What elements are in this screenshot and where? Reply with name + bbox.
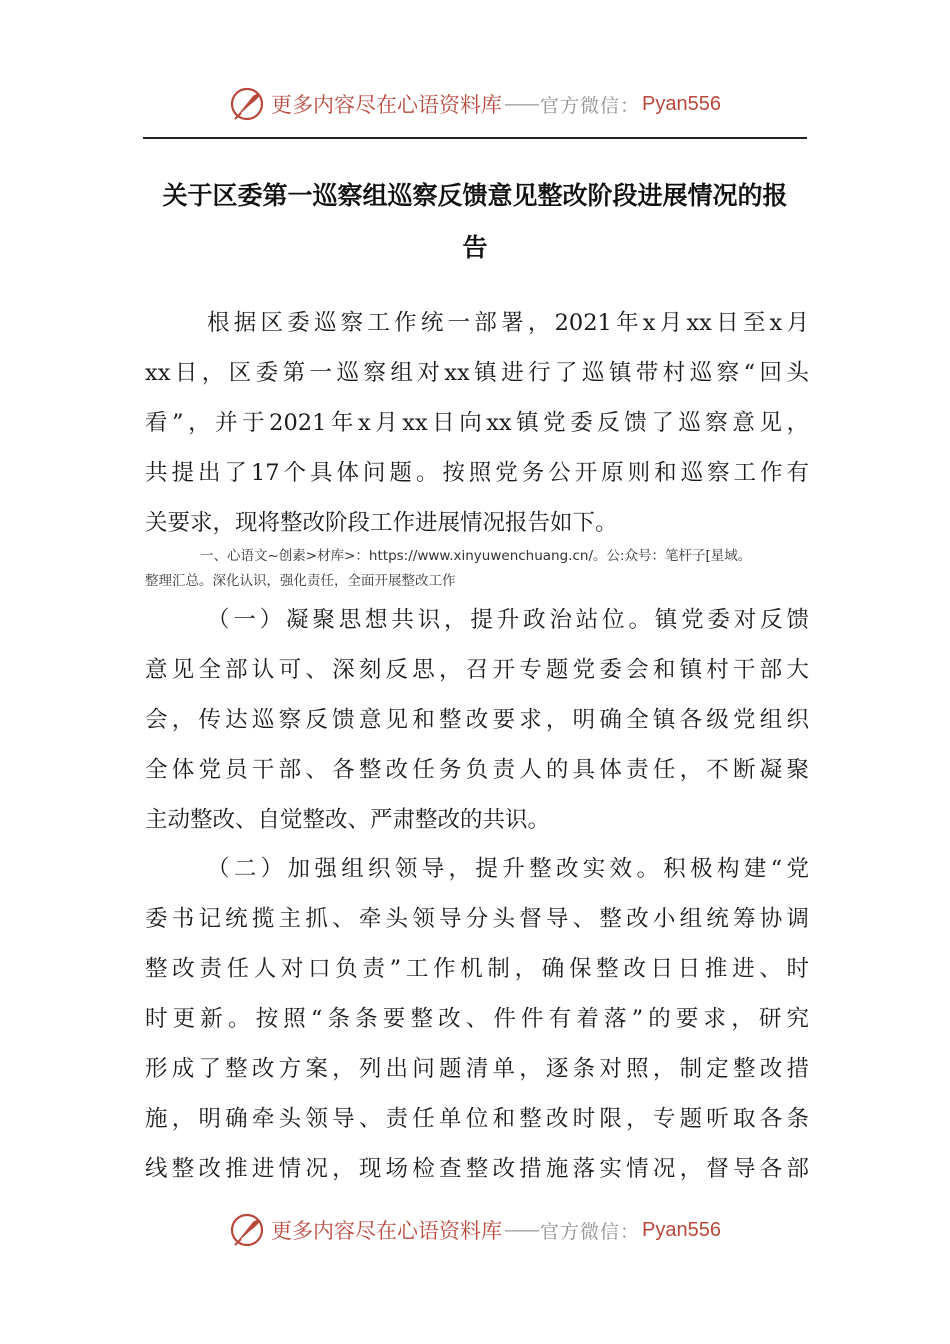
banner-wechat-id: Pyan556 <box>642 92 721 115</box>
paragraph-line: 会，传达巡察反馈意见和整改要求，明确全镇各级党组织 <box>145 707 809 733</box>
section-heading-note: 整理汇总。深化认识，强化责任，全面开展整改工作 <box>145 573 456 589</box>
paragraph-line: 全体党员干部、各整改任务负责人的具体责任，不断凝聚 <box>145 757 809 783</box>
paragraph-line: xx日，区委第一巡察组对xx镇进行了巡镇带村巡察“回头 <box>145 360 809 386</box>
header-divider <box>143 137 807 139</box>
paragraph-line: 委书记统揽主抓、牵头领导分头督导、整改小组统筹协调 <box>145 906 809 932</box>
paragraph-line: 意见全部认可、深刻反思，召开专题党委会和镇村干部大 <box>145 657 809 683</box>
footer-banner <box>0 1208 950 1252</box>
document-title-line1: 关于区委第一巡察组巡察反馈意见整改阶段进展情况的报 <box>162 181 788 210</box>
paragraph-line: 整改责任人对口负责”工作机制，确保整改日日推进、时 <box>145 956 809 982</box>
header-banner <box>0 82 950 126</box>
banner-wechat-label: 官方微信： <box>540 94 641 117</box>
paragraph-line: 线整改推进情况，现场检查整改措施落实情况，督导各部 <box>145 1156 809 1182</box>
paragraph-line: 形成了整改方案，列出问题清单，逐条对照，制定整改措 <box>145 1056 809 1082</box>
section1-paragraph <box>145 595 809 845</box>
paragraph-line: 主动整改、自觉整改、严肃整改的共识。 <box>145 807 551 833</box>
paragraph-line: 看”，并于2021年x月xx日向xx镇党委反馈了巡察意见， <box>145 410 809 436</box>
banner-wechat-label: 官方微信： <box>540 1220 641 1243</box>
paragraph-line: 施，明确牵头领导、责任单位和整改时限，专题听取各条 <box>145 1106 809 1132</box>
paragraph-line: 时更新。按照“条条要整改、件件有着落”的要求，研究 <box>145 1006 809 1032</box>
quill-pen-logo-icon <box>229 86 265 122</box>
intro-paragraph <box>145 298 809 548</box>
paragraph-line: 关要求，现将整改阶段工作进展情况报告如下。 <box>145 510 618 536</box>
paragraph-line: 共提出了17个具体问题。按照党务公开原则和巡察工作有 <box>145 460 809 486</box>
paragraph-line: 根据区委巡察工作统一部署，2021年x月xx日至x月 <box>207 310 809 336</box>
banner-separator: —— <box>504 93 538 115</box>
paragraph-line: （一）凝聚思想共识，提升政治站位。镇党委对反馈 <box>207 607 809 633</box>
quill-pen-logo-icon <box>229 1212 265 1248</box>
source-note-line1: 一、心语文~创素>材库>：https://www.xinyuwenchuang.cn/。公:众号：笔杆子[星域。 <box>200 548 752 564</box>
section2-paragraph <box>145 844 809 1194</box>
banner-wechat-id: Pyan556 <box>642 1218 721 1241</box>
banner-main-text: 更多内容尽在心语资料库 <box>271 1219 502 1243</box>
document-title-line2: 告 <box>462 233 488 262</box>
banner-separator: —— <box>504 1219 538 1241</box>
paragraph-line: （二）加强组织领导，提升整改实效。积极构建“党 <box>207 856 809 882</box>
banner-main-text: 更多内容尽在心语资料库 <box>271 93 502 117</box>
